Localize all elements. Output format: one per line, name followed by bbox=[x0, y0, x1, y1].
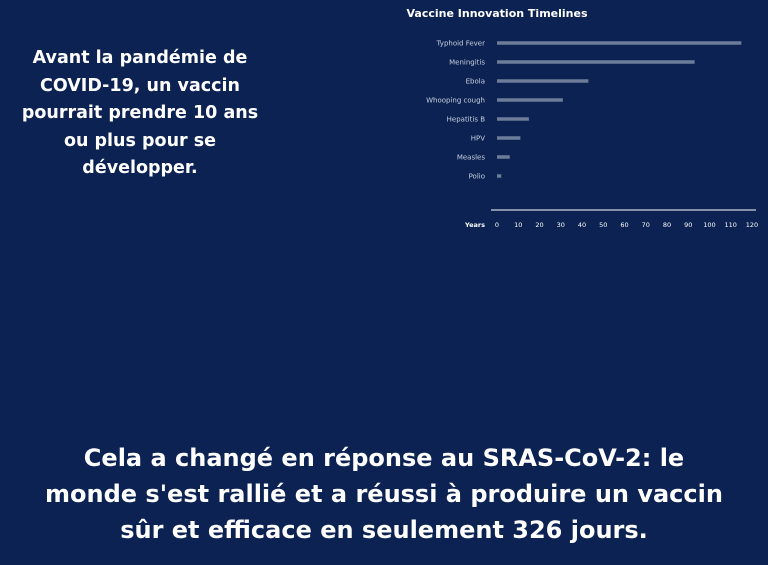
bar bbox=[497, 60, 695, 64]
category-label: Whooping cough bbox=[426, 96, 485, 105]
x-tick-label: 100 bbox=[703, 221, 716, 229]
x-axis-label: Years bbox=[465, 221, 485, 229]
category-label: Meningitis bbox=[449, 58, 485, 67]
conclusion-line: monde s'est rallié et a réussi à produire un vaccin bbox=[45, 480, 723, 508]
x-tick-label: 70 bbox=[641, 221, 650, 229]
bar bbox=[497, 117, 529, 121]
chart-title: Vaccine Innovation Timelines bbox=[406, 7, 588, 20]
intro-line: Avant la pandémie de bbox=[32, 48, 248, 68]
x-tick-label: 40 bbox=[577, 221, 587, 229]
x-tick-label: 20 bbox=[535, 221, 544, 229]
intro-line: pourrait prendre 10 ans bbox=[21, 103, 259, 123]
x-tick-label: 0 bbox=[494, 221, 500, 229]
category-label: Typhoid Fever bbox=[436, 39, 485, 48]
conclusion-text bbox=[0, 440, 768, 548]
bar bbox=[497, 79, 588, 83]
x-tick-label: 80 bbox=[662, 221, 672, 229]
bar bbox=[497, 174, 501, 178]
conclusion-line: sûr et efficace en seulement 326 jours. bbox=[120, 516, 648, 544]
x-tick-label: 90 bbox=[684, 221, 693, 229]
bar bbox=[497, 155, 510, 159]
x-tick-label: 50 bbox=[599, 221, 608, 229]
intro-line: COVID-19, un vaccin bbox=[40, 75, 240, 96]
x-tick-label: 110 bbox=[724, 221, 737, 229]
x-tick-label: 10 bbox=[514, 221, 523, 229]
vaccine-timeline-chart bbox=[400, 0, 768, 240]
x-tick-label: 30 bbox=[556, 221, 565, 229]
intro-line: développer. bbox=[82, 158, 198, 178]
category-label: Polio bbox=[468, 172, 485, 181]
x-axis bbox=[464, 210, 758, 229]
category-label: HPV bbox=[470, 134, 485, 143]
x-tick-label: 60 bbox=[620, 221, 629, 229]
bar bbox=[497, 41, 741, 45]
bar bbox=[497, 98, 563, 102]
bar bbox=[497, 136, 520, 140]
x-tick-label: 120 bbox=[745, 221, 759, 229]
intro-line: ou plus pour se bbox=[63, 130, 217, 151]
bars-group bbox=[426, 40, 741, 181]
intro-text bbox=[14, 45, 266, 183]
conclusion-line: Cela a changé en réponse au SRAS-CoV-2: le bbox=[83, 444, 685, 472]
category-label: Ebola bbox=[465, 77, 485, 86]
category-label: Hepatitis B bbox=[446, 115, 485, 124]
category-label: Measles bbox=[456, 153, 485, 162]
